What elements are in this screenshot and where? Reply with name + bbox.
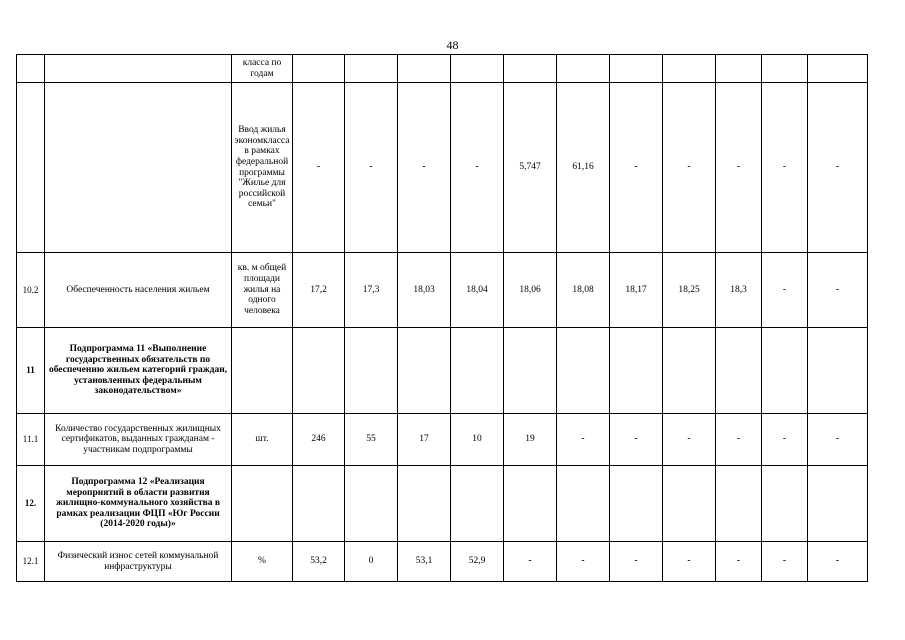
value-cell: - (808, 542, 868, 582)
value-cell: - (762, 253, 808, 328)
value-cell: 53,2 (293, 542, 345, 582)
value-cell: - (557, 414, 610, 466)
unit-cell: шт. (232, 414, 293, 466)
value-cell (610, 466, 663, 542)
value-cell (345, 466, 398, 542)
value-cell (716, 328, 762, 414)
value-cell (762, 328, 808, 414)
value-cell: - (610, 414, 663, 466)
unit-cell: класса по годам (232, 55, 293, 83)
value-cell: 18,3 (716, 253, 762, 328)
value-cell (293, 328, 345, 414)
value-cell (610, 328, 663, 414)
value-cell (345, 55, 398, 83)
value-cell (557, 55, 610, 83)
value-cell: 5,747 (504, 83, 557, 253)
table-row (17, 83, 868, 253)
value-cell (663, 466, 716, 542)
value-cell (345, 328, 398, 414)
value-cell (663, 328, 716, 414)
table-row (17, 253, 868, 328)
page-number: 48 (446, 38, 459, 52)
unit-cell: % (232, 542, 293, 582)
value-cell: 18,17 (610, 253, 663, 328)
table-row (17, 542, 868, 582)
value-cell: - (762, 542, 808, 582)
value-cell: - (762, 83, 808, 253)
indicator-name-cell: Обеспеченность населения жильем (45, 253, 232, 328)
value-cell (398, 55, 451, 83)
value-cell: - (808, 83, 868, 253)
value-cell: - (610, 83, 663, 253)
table-row (17, 414, 868, 466)
unit-cell: кв. м общей площади жилья на одного человека (232, 253, 293, 328)
value-cell (504, 55, 557, 83)
value-cell: 10 (451, 414, 504, 466)
row-number-cell: 12. (17, 466, 45, 542)
value-cell (716, 55, 762, 83)
value-cell: - (663, 542, 716, 582)
unit-cell (232, 328, 293, 414)
value-cell: - (808, 253, 868, 328)
value-cell: 18,08 (557, 253, 610, 328)
value-cell (716, 466, 762, 542)
value-cell (808, 466, 868, 542)
value-cell (504, 328, 557, 414)
value-cell (557, 328, 610, 414)
value-cell: - (663, 83, 716, 253)
value-cell (451, 466, 504, 542)
value-cell (398, 328, 451, 414)
table-row (17, 328, 868, 414)
value-cell (451, 55, 504, 83)
value-cell: 246 (293, 414, 345, 466)
value-cell (398, 466, 451, 542)
indicator-name-cell (45, 55, 232, 83)
indicator-name-cell: Физический износ сетей коммунальной инфраструктуры (45, 542, 232, 582)
indicator-name-cell: Количество государственных жилищных сертификатов, выданных гражданам - участникам подпрограммы (45, 414, 232, 466)
row-number-cell: 12.1 (17, 542, 45, 582)
value-cell: - (398, 83, 451, 253)
value-cell: 17 (398, 414, 451, 466)
value-cell (451, 328, 504, 414)
row-number-cell (17, 55, 45, 83)
value-cell: - (345, 83, 398, 253)
row-number-cell: 10.2 (17, 253, 45, 328)
value-cell (293, 55, 345, 83)
value-cell: - (716, 542, 762, 582)
value-cell: 17,3 (345, 253, 398, 328)
value-cell: 17,2 (293, 253, 345, 328)
value-cell: 18,04 (451, 253, 504, 328)
value-cell: - (716, 414, 762, 466)
row-number-cell: 11 (17, 328, 45, 414)
value-cell: - (293, 83, 345, 253)
indicator-name-cell: Подпрограмма 11 «Выполнение государственных обязательств по обеспечению жильем категорий граждан, установленных федеральным законодательством» (45, 328, 232, 414)
value-cell: 52,9 (451, 542, 504, 582)
value-cell: 55 (345, 414, 398, 466)
value-cell: - (663, 414, 716, 466)
value-cell (293, 466, 345, 542)
value-cell (557, 466, 610, 542)
unit-cell (232, 466, 293, 542)
indicator-name-cell: Подпрограмма 12 «Реализация мероприятий в области развития жилищно-коммунального хозяйства в рамках реализации ФЦП «Юг России (2014-2020 годы)» (45, 466, 232, 542)
value-cell: - (610, 542, 663, 582)
unit-cell: Ввод жилья экономкласса в рамках федеральной программы "Жилье для российской семьи" (232, 83, 293, 253)
value-cell (762, 55, 808, 83)
value-cell: - (557, 542, 610, 582)
value-cell: 19 (504, 414, 557, 466)
value-cell (504, 466, 557, 542)
value-cell (663, 55, 716, 83)
row-number-cell (17, 83, 45, 253)
value-cell: 53,1 (398, 542, 451, 582)
value-cell (762, 466, 808, 542)
value-cell: 18,25 (663, 253, 716, 328)
value-cell (808, 55, 868, 83)
value-cell (610, 55, 663, 83)
indicators-table (16, 54, 868, 582)
table-row (17, 55, 868, 83)
indicator-name-cell (45, 83, 232, 253)
value-cell: - (451, 83, 504, 253)
value-cell: 18,03 (398, 253, 451, 328)
value-cell: - (762, 414, 808, 466)
value-cell: - (716, 83, 762, 253)
value-cell: - (808, 414, 868, 466)
value-cell: 61,16 (557, 83, 610, 253)
value-cell: 18,06 (504, 253, 557, 328)
row-number-cell: 11.1 (17, 414, 45, 466)
value-cell (808, 328, 868, 414)
table-row (17, 466, 868, 542)
value-cell: 0 (345, 542, 398, 582)
value-cell: - (504, 542, 557, 582)
